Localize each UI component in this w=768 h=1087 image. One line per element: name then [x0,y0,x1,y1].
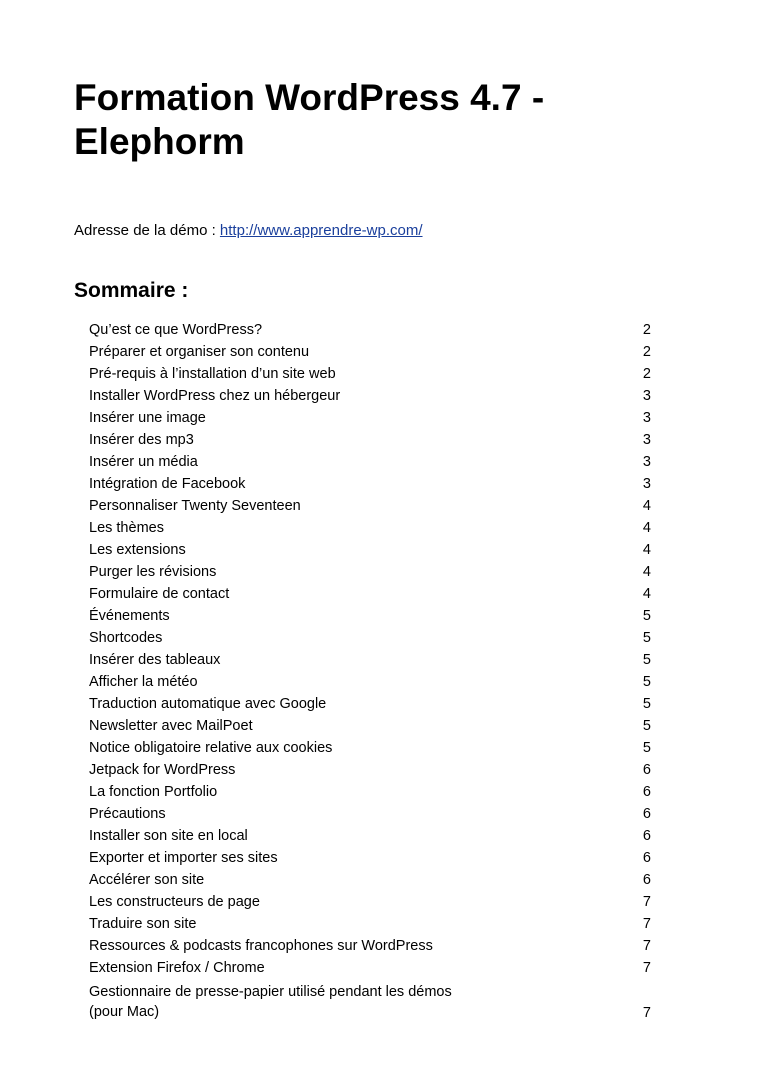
demo-address-label: Adresse de la démo : [74,222,220,239]
toc-entry-page: 7 [642,1005,651,1021]
toc-entry-page: 3 [642,476,651,492]
toc-entry-label: Intégration de Facebook [89,476,246,492]
toc-entry-page: 7 [642,938,651,954]
toc-entry-page: 4 [642,542,651,558]
toc-entry-label: Formulaire de contact [89,586,230,602]
toc-entry-label: Les thèmes [89,520,164,536]
toc-entry[interactable] [89,649,651,671]
toc-entry-page: 4 [642,564,651,580]
toc-entry-page: 7 [642,894,651,910]
toc-entry-page: 3 [642,410,651,426]
toc-entry-page: 2 [642,322,651,338]
toc-entry-label: Insérer des tableaux [89,652,221,668]
toc-entry-page: 7 [642,960,651,976]
toc-entry[interactable] [89,429,651,451]
toc-entry[interactable] [89,561,651,583]
toc-entry[interactable] [89,781,651,803]
toc-entry[interactable] [89,473,651,495]
toc-entry[interactable] [89,605,651,627]
toc-entry-page: 3 [642,432,651,448]
toc-entry[interactable] [89,891,651,913]
toc-entry-label: Traduire son site [89,916,197,932]
toc-entry[interactable] [89,495,651,517]
toc-entry[interactable] [89,803,651,825]
toc-entry-page: 5 [642,674,651,690]
toc-entry-label: Insérer une image [89,410,206,426]
toc-entry[interactable] [89,627,651,649]
toc-entry-label: Exporter et importer ses sites [89,850,278,866]
toc-entry-label: Installer WordPress chez un hébergeur [89,388,341,404]
toc-entry[interactable] [89,869,651,891]
toc-entry-page: 6 [642,784,651,800]
toc-entry-label: Afficher la météo [89,674,198,690]
toc-entry-label: Insérer des mp3 [89,432,194,448]
toc-entry[interactable] [89,913,651,935]
table-of-contents [89,319,651,1022]
toc-entry-label: Shortcodes [89,630,163,646]
toc-entry-label: Préparer et organiser son contenu [89,344,310,360]
summary-heading: Sommaire : [74,279,189,302]
toc-entry-label: Les extensions [89,542,186,558]
toc-entry-label: Gestionnaire de presse-papier utilisé pendant les démos (pour Mac) [89,984,452,1020]
demo-address [74,221,423,241]
toc-entry-page: 4 [642,520,651,536]
toc-entry[interactable] [89,341,651,363]
toc-entry[interactable] [89,451,651,473]
toc-entry-page: 6 [642,828,651,844]
toc-entry[interactable] [89,539,651,561]
toc-entry-page: 5 [642,718,651,734]
toc-entry[interactable] [89,979,651,1022]
toc-entry[interactable] [89,407,651,429]
toc-entry-page: 6 [642,872,651,888]
toc-entry-label: Extension Firefox / Chrome [89,960,265,976]
toc-entry-label: Newsletter avec MailPoet [89,718,253,734]
toc-entry-page: 5 [642,630,651,646]
toc-entry[interactable] [89,693,651,715]
toc-entry-label: Qu’est ce que WordPress? [89,322,263,338]
toc-entry[interactable] [89,363,651,385]
toc-entry-label: Ressources & podcasts francophones sur WordPress [89,938,433,954]
toc-entry-label: Les constructeurs de page [89,894,260,910]
toc-entry-label: La fonction Portfolio [89,784,218,800]
toc-entry-page: 4 [642,498,651,514]
toc-entry-page: 3 [642,454,651,470]
toc-entry[interactable] [89,737,651,759]
toc-entry-label: Jetpack for WordPress [89,762,236,778]
toc-entry-page: 5 [642,608,651,624]
toc-entry-label: Insérer un média [89,454,198,470]
toc-entry-label: Installer son site en local [89,828,248,844]
toc-entry[interactable] [89,935,651,957]
toc-entry[interactable] [89,385,651,407]
toc-entry-page: 7 [642,916,651,932]
toc-entry-page: 2 [642,344,651,360]
toc-entry-page: 4 [642,586,651,602]
toc-entry[interactable] [89,319,651,341]
demo-address-link[interactable]: http://www.apprendre-wp.com/ [219,222,423,239]
toc-entry[interactable] [89,957,651,979]
toc-entry[interactable] [89,583,651,605]
toc-entry-page: 6 [642,806,651,822]
toc-entry-label: Purger les révisions [89,564,217,580]
toc-entry[interactable] [89,825,651,847]
toc-entry-page: 5 [642,696,651,712]
toc-entry-page: 5 [642,740,651,756]
toc-entry-label: Événements [89,608,170,624]
toc-entry[interactable] [89,517,651,539]
document-title: Formation WordPress 4.7 - Elephorm [74,77,545,162]
toc-entry-label: Traduction automatique avec Google [89,696,327,712]
toc-entry-page: 6 [642,850,651,866]
toc-entry-page: 6 [642,762,651,778]
toc-entry-label: Notice obligatoire relative aux cookies [89,740,333,756]
toc-entry-page: 2 [642,366,651,382]
toc-entry[interactable] [89,847,651,869]
toc-entry-label: Précautions [89,806,166,822]
toc-entry[interactable] [89,759,651,781]
toc-entry-label: Accélérer son site [89,872,205,888]
toc-entry-page: 5 [642,652,651,668]
toc-entry-label: Personnaliser Twenty Seventeen [89,498,301,514]
toc-entry-page: 3 [642,388,651,404]
toc-entry[interactable] [89,671,651,693]
toc-entry-label: Pré-requis à l’installation d’un site web [89,366,336,382]
toc-entry[interactable] [89,715,651,737]
